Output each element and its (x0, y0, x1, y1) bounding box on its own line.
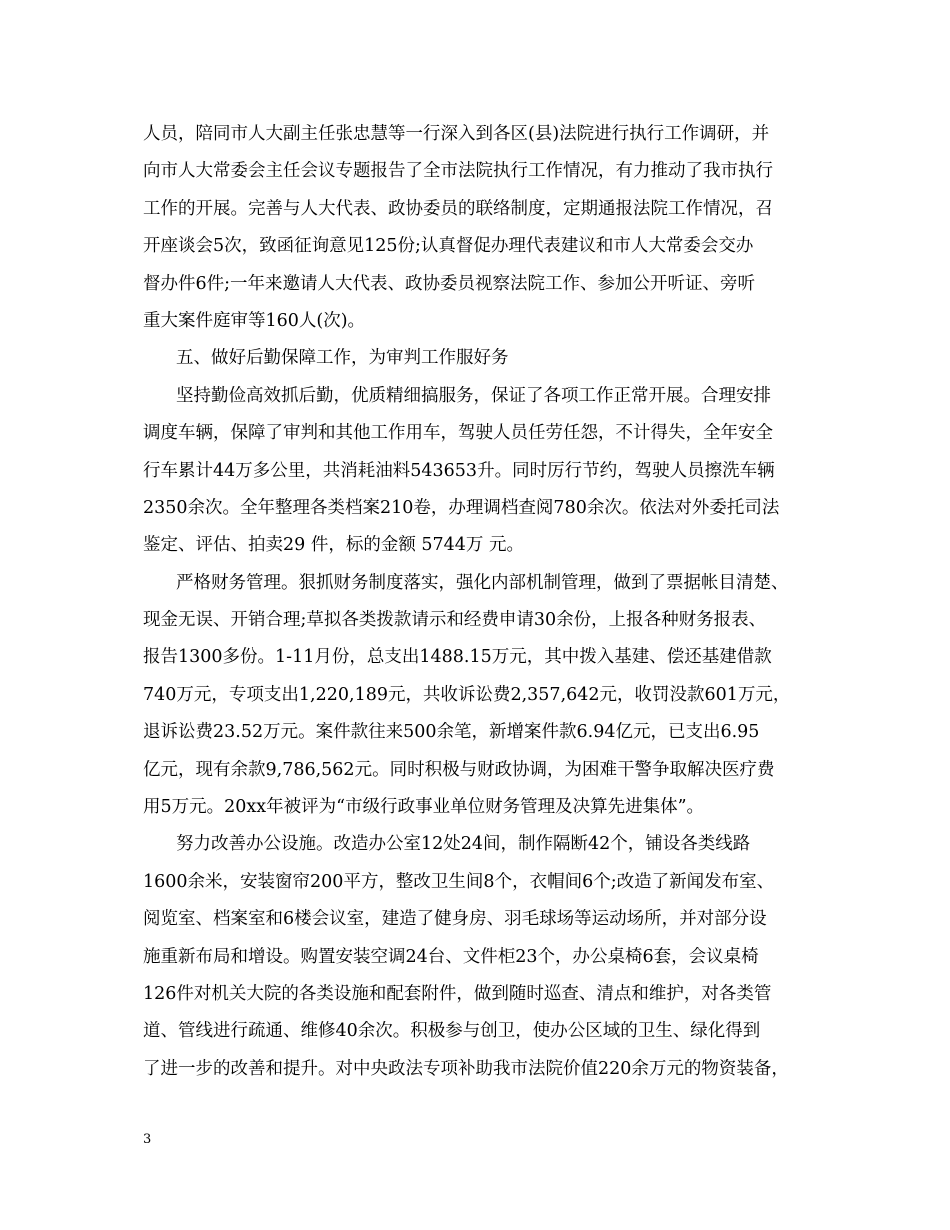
text-line: 1600余米，安装窗帘200平方，整改卫生间8个，衣帽间6个;改造了新闻发布室、 (143, 871, 775, 892)
text-line: 努力改善办公设施。改造办公室12处24间，制作隔断42个，铺设各类线路 (176, 834, 751, 855)
text-line: 2350余次。全年整理各类档案210卷，办理调档查阅780余次。依法对外委托司法 (143, 497, 780, 518)
text-line: 严格财务管理。狠抓财务制度落实，强化内部机制管理，做到了票据帐目清楚、 (176, 572, 789, 593)
text-line: 了进一步的改善和提升。对中央政法专项补助我市法院价值220余万元的物资装备， (143, 1058, 789, 1079)
text-line: 调度车辆，保障了审判和其他工作用车，驾驶人员任劳任怨，不计得失，全年安全 (143, 423, 773, 444)
text-line: 退诉讼费23.52万元。案件款往来500余笔，新增案件款6.94亿元，已支出6.95 (143, 722, 760, 743)
text-line: 施重新布局和增设。购置安装空调24台、文件柜23个，办公桌椅6套，会议桌椅 (143, 946, 759, 967)
text-line: 坚持勤俭高效抓后勤，优质精细搞服务，保证了各项工作正常开展。合理安排 (176, 385, 771, 406)
text-line: 鉴定、评估、拍卖29 件，标的金额 5744万 元。 (143, 535, 524, 556)
page-number: 3 (143, 1132, 152, 1147)
text-line: 报告1300多份。1-11月份，总支出1488.15万元，其中拨入基建、偿还基建借款 (143, 647, 772, 668)
body-text (143, 116, 833, 1088)
text-line: 五、做好后勤保障工作，为审判工作服好务 (176, 348, 509, 369)
text-line: 用5万元。20xx年被评为“市级行政事业单位财务管理及决算先进集体”。 (143, 797, 705, 818)
text-line: 向市人大常委会主任会议专题报告了全市法院执行工作情况，有力推动了我市执行 (143, 161, 773, 182)
text-line: 126件对机关大院的各类设施和配套附件，做到随时巡查、清点和维护，对各类管 (143, 983, 772, 1004)
text-line: 行车累计44万多公里，共消耗油料543653升。同时厉行节约，驾驶人员擦洗车辆 (143, 460, 775, 481)
text-line: 督办件6件;一年来邀请人大代表、政协委员视察法院工作、参加公开听证、旁听 (143, 273, 756, 294)
text-line: 人员，陪同市人大副主任张忠慧等一行深入到各区(县)法院进行执行工作调研，并 (143, 124, 770, 144)
text-line: 道、管线进行疏通、维修40余次。积极参与创卫，使办公区域的卫生、绿化得到 (143, 1021, 761, 1042)
text-line: 亿元，现有余款9,786,562元。同时积极与财政协调，为困难干警争取解决医疗费 (143, 759, 775, 780)
text-line: 开座谈会5次，致函征询意见125份;认真督促办理代表建议和市人大常委会交办 (143, 236, 754, 257)
text-line: 工作的开展。完善与人大代表、政协委员的联络制度，定期通报法院工作情况，召 (143, 198, 773, 219)
text-line: 现金无误、开销合理;草拟各类拨款请示和经费申请30余份，上报各种财务报表、 (143, 610, 767, 631)
text-line: 阅览室、档案室和6楼会议室，建造了健身房、羽毛球场等运动场所，并对部分设 (143, 909, 767, 930)
text-line: 740万元，专项支出1,220,189元，共收诉讼费2,357,642元，收罚没款601万元， (143, 684, 791, 705)
text-line: 重大案件庭审等160人(次)。 (143, 310, 366, 331)
